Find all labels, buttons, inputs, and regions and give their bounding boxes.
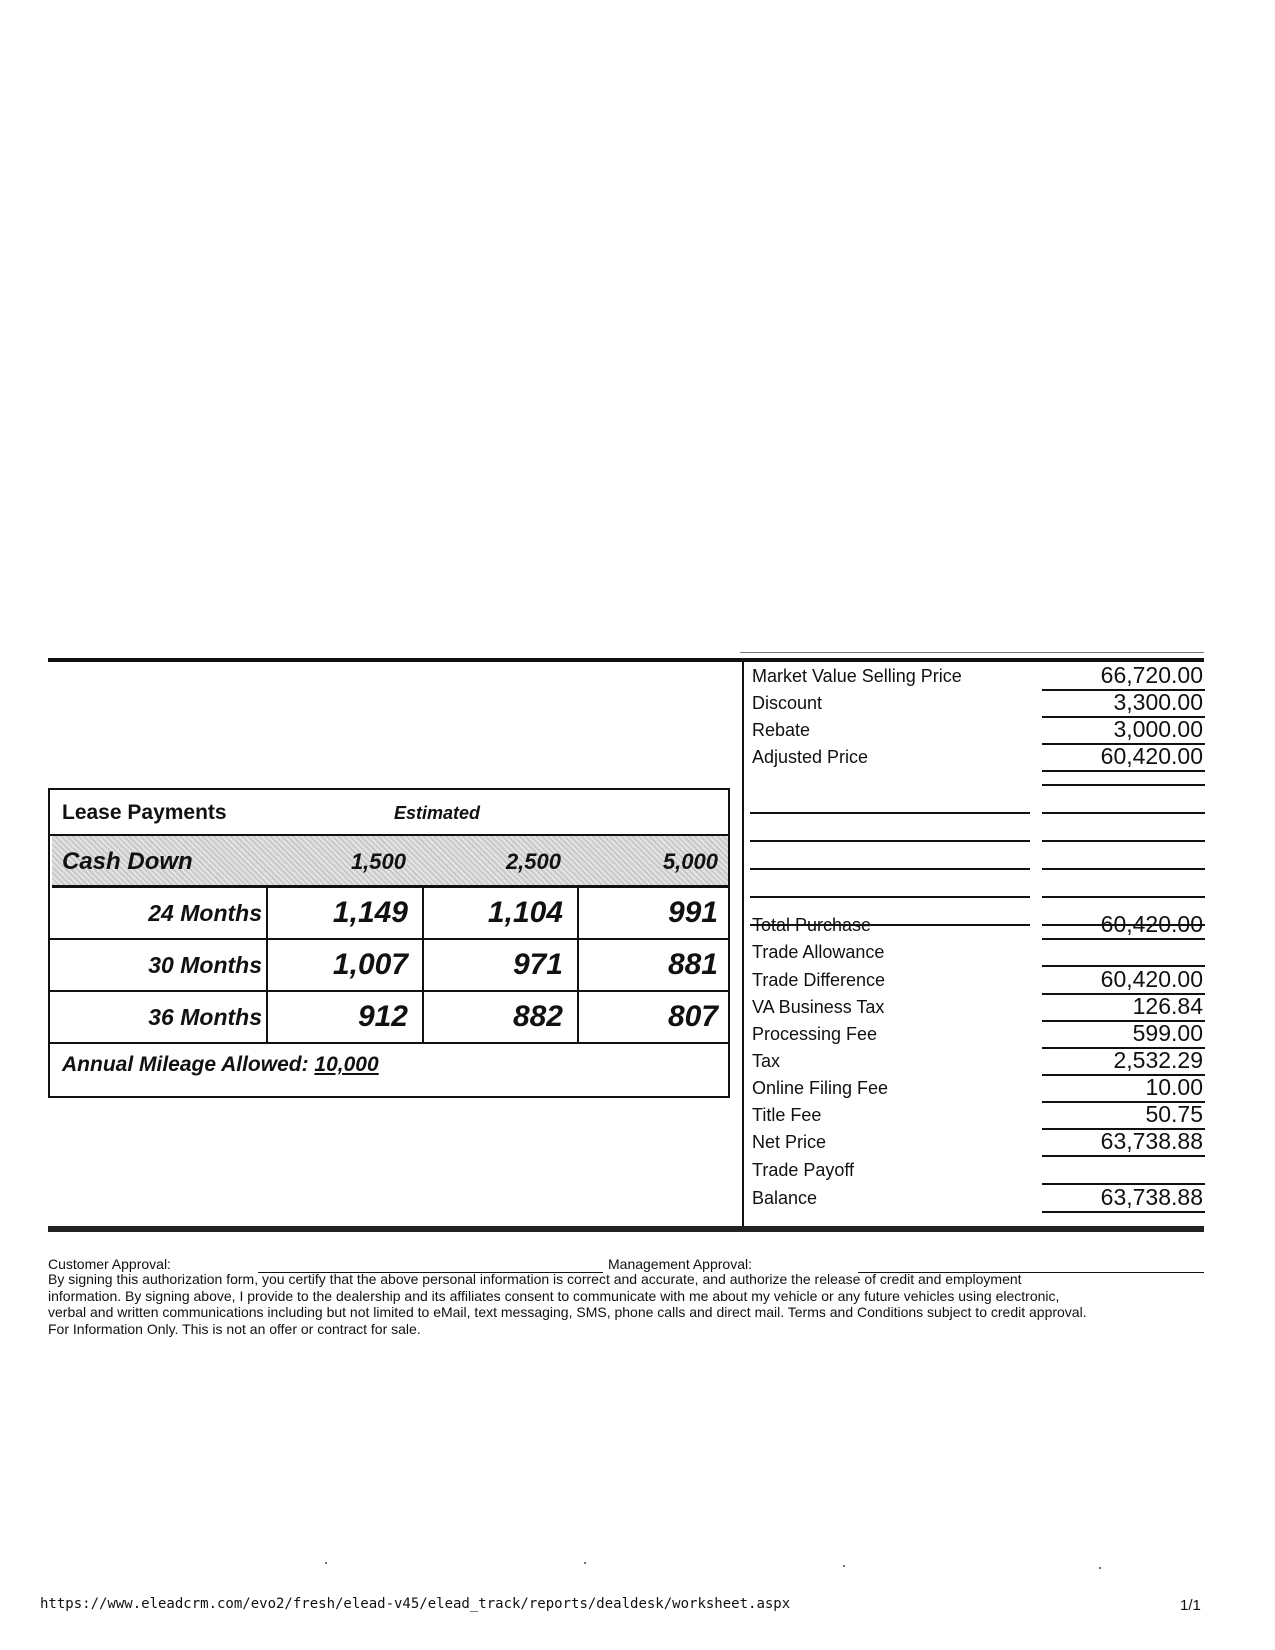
estimated-label: Estimated [394,803,481,823]
price-row-tax [750,1047,1205,1074]
price-value: 60,420.00 [1100,911,1203,937]
price-value: 66,720.00 [1100,662,1203,688]
price-label: Total Purchase [752,915,872,935]
price-row-online-filing-fee [750,1074,1205,1101]
price-value: 3,000.00 [1113,716,1203,742]
price-row-total-purchase [750,911,1205,938]
term-label: 36 Months [148,1004,262,1030]
price-row-discount [750,689,1205,716]
lease-term-row [50,888,728,940]
lease-title: Lease Payments [62,801,227,824]
price-row-trade-payoff [750,1156,1205,1183]
payment-cell [266,888,422,938]
column-divider [742,662,744,1228]
price-row-balance [750,1184,1205,1211]
lease-term-row [50,992,728,1044]
price-value: 60,420.00 [1100,966,1203,992]
price-row-net-price [750,1128,1205,1155]
term-label: 24 Months [148,900,262,926]
price-label: Online Filing Fee [752,1078,889,1098]
top-thin-rule [740,652,1204,653]
payment-value: 882 [512,1000,563,1033]
customer-approval-label: Customer Approval: [48,1256,171,1272]
mileage-label: Annual Mileage Allowed: [62,1053,309,1076]
price-label: Tax [752,1051,781,1071]
payment-cell [266,940,422,990]
payment-cell [422,888,577,938]
page-number: 1/1 [1180,1597,1201,1614]
blank-line-row [750,842,1205,870]
price-value: 126.84 [1132,993,1203,1019]
price-row-va-business-tax [750,993,1205,1020]
price-label: Processing Fee [752,1024,878,1044]
lease-header [50,790,728,836]
scan-speck [1099,1567,1101,1569]
payment-value: 1,104 [487,896,563,929]
price-value: 10.00 [1145,1074,1203,1100]
price-row-rebate [750,716,1205,743]
lease-term-row [50,940,728,992]
price-label: Market Value Selling Price [752,666,962,686]
value-underline [1042,1211,1205,1213]
payment-value: 881 [667,948,718,981]
scan-speck [325,1562,327,1564]
mileage-value: 10,000 [314,1053,379,1076]
blank-line-row [750,786,1205,814]
payment-cell [422,940,577,990]
payment-cell [577,888,728,938]
price-row-title-fee [750,1101,1205,1128]
price-label: Discount [752,693,823,713]
cash-down-amount: 5,000 [662,849,718,874]
term-label: 30 Months [148,952,262,978]
blank-line-row [750,814,1205,842]
blank-line-row [750,758,1205,786]
bottom-rule [48,1226,1204,1232]
payment-cell [266,992,422,1042]
cash-down-amount: 1,500 [350,849,406,874]
payment-value: 1,149 [332,896,408,929]
scan-speck [843,1565,845,1567]
price-value: 599.00 [1132,1020,1203,1046]
price-value: 63,738.88 [1100,1128,1203,1154]
disclaimer-line: verbal and written communications including but not limited to eMail, text messaging, SMS, phone calls and direct mail. Terms and Conditions subject to credit approval. [48,1304,1087,1320]
payment-cell [577,940,728,990]
price-label: Balance [752,1188,818,1208]
blank-line-row [750,870,1205,898]
price-row-trade-difference [750,966,1205,993]
price-label: Trade Difference [752,970,886,990]
price-value: 50.75 [1145,1101,1203,1127]
payment-value: 991 [667,896,718,929]
footer-url: https://www.eleadcrm.com/evo2/fresh/elead-v45/elead_track/reports/dealdesk/worksheet.aspx [40,1596,791,1612]
price-value: 2,532.29 [1113,1047,1203,1073]
price-label: Title Fee [752,1105,822,1125]
price-label: Rebate [752,720,811,740]
price-label: Trade Allowance [752,942,885,962]
price-row-trade-allowance [750,938,1205,965]
management-approval-label: Management Approval: [608,1256,752,1272]
payment-cell [577,992,728,1042]
cash-down-label: Cash Down [62,848,193,875]
disclaimer-line: For Information Only. This is not an offer or contract for sale. [48,1320,421,1337]
disclaimer-line: information. By signing above, I provide to the dealership and its affiliates consent to communicate with me about my vehicle or any future vehicles using electronic, [48,1287,1060,1304]
disclaimer-line: By signing this authorization form, you certify that the above personal information is correct and accurate, and authorize the release of credit and employment [48,1271,1022,1287]
disclaimer-text [48,1271,1208,1337]
payment-value: 1,007 [332,948,408,981]
price-label: Net Price [752,1132,827,1152]
payment-value: 912 [357,1000,408,1033]
price-label: Trade Payoff [752,1160,855,1180]
price-label: VA Business Tax [752,997,885,1017]
scan-speck [584,1562,586,1564]
price-value: 60,420.00 [1100,743,1203,769]
price-label: Adjusted Price [752,747,869,767]
price-value: 63,738.88 [1100,1184,1203,1210]
lease-payments-box [48,788,730,1098]
cash-down-row [52,836,728,888]
price-row-processing-fee [750,1020,1205,1047]
annual-mileage [62,1053,379,1077]
payment-value: 971 [512,948,563,981]
price-value: 3,300.00 [1113,689,1203,715]
payment-cell [422,992,577,1042]
payment-value: 807 [667,1000,718,1033]
price-row-market-value [750,662,1205,689]
cash-down-amount: 2,500 [505,849,561,874]
